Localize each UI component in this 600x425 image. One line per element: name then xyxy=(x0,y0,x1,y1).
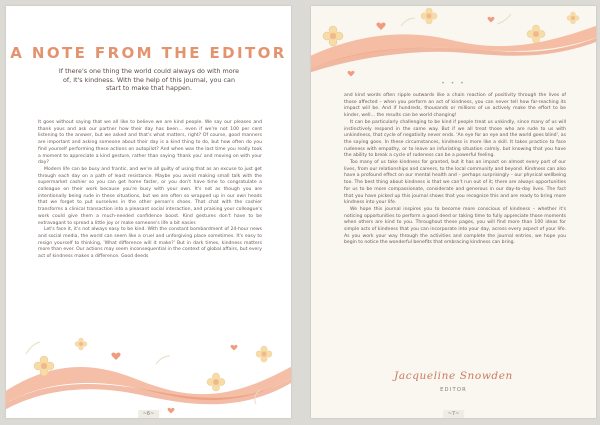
right-paragraph-3: Too many of us take kindness for granted, but it has an impact on almost every part of our lives, from our relationships and careers, to the local community and beyond. Kindness can also have a profound effect on our mental health and – perhaps surprisingly – our physical wellbeing too. The best thing about kindness is that we can't run out of it; there are always opportunities for us to be more compassionate, considerate and generous in our day-to-day lives. The fact that you have picked up this journal shows that you recognize this and are ready to bring more kindness into your life. xyxy=(344,160,566,206)
left-page xyxy=(6,6,291,418)
page-title: A NOTE FROM THE EDITOR xyxy=(10,44,287,62)
right-body-text xyxy=(344,93,566,247)
separator-dots: • • • xyxy=(441,80,466,87)
left-body-text xyxy=(38,120,262,261)
top-floral-ribbon xyxy=(311,6,596,76)
right-paragraph-2: It can be particularly challenging to be kind if people treat us unkindly, since many of us will instinctively respond in the same way. But if we all treat those who are rude to us with unkindness, that cycle of negativity never ends. 'An eye for an eye and the world goes blind', as the saying goes. In these circumstances, kindness is more like a skill. It takes practice to face rudeness with empathy, or to leave an infuriating situation calmly, but knowing that you have the ability to break a cycle of rudeness can be a powerful feeling. xyxy=(344,119,566,159)
editor-role: EDITOR xyxy=(440,387,467,393)
page-number: ~7~ xyxy=(443,410,465,418)
bottom-floral-ribbon xyxy=(6,324,291,418)
ribbon-band xyxy=(311,24,596,70)
right-paragraph-1: and kind words often ripple outwards like a chain reaction of positivity through the lives of those affected – when you perform an act of kindness, you can never tell how far-reaching its impact will be. And if hundreds, thousands or millions of us actively make the effort to be kinder, well… the results can be world changing! xyxy=(344,93,566,119)
left-paragraph-1: It goes without saying that we all like to believe we are kind people. We say our pleases and thank yous and ask our partner how their day has been… even if we're not 100 per cent listening to the answer, but we asked and that's what matters, right? Of course, good manners are important and asking someone about their day is a kind thing to do, but how often do you find yourself performing these actions on autopilot? And when was the last time you really took a moment to appreciate a kind gesture, rather than saying 'thank you' and moving on with your day? xyxy=(38,120,262,166)
editor-signature: Jacqueline Snowden xyxy=(394,370,513,382)
page-number: ~6~ xyxy=(138,410,160,418)
right-paragraph-4: We hope this journal inspires you to become more conscious of kindness – whether it's noticing opportunities to perform a good deed or taking time to fully appreciate those moments when others are kind to you. Throughout these pages, you will find more than 100 ideas for simple acts of kindness that you can incorporate into your day, across every aspect of your life. As you work your way through the activities and complete the journal entries, we hope you begin to notice the wonderful benefits that embracing kindness can bring. xyxy=(344,206,566,246)
right-page xyxy=(311,6,596,418)
intro-text: If there's one thing the world could always do with more of, it's kindness. With the help of this journal, you can start to make that happen. xyxy=(58,67,240,93)
left-paragraph-3: Let's face it, it's not always easy to be kind. With the constant bombardment of 24-hour news and social media, the world can seem like a cruel and unforgiving place sometimes. It's easy to resign yourself to thinking, 'What difference will it make?' But in dark times, kindness matters more than ever. Our actions may seem inconsequential in the context of global affairs, but every act of kindness makes a difference. Good deeds xyxy=(38,227,262,260)
left-paragraph-2: Modern life can be busy and frantic, and we're all guilty of using that as an excuse to just get through each day on a path of least resistance. Maybe you avoid making small talk with the supermarket cashier so you can get home faster, or you don't have time to congratulate a colleague on their work because you're busy with your own. It's not as though you are intentionally being rude in these situations, but we are often so wrapped up in our own heads that we forget to put ourselves in the other person's shoes. That chat with the cashier transforms a clinical transaction into a pleasant social interaction, and praising your colleague's work could give them a much-needed confidence boost. Kind gestures don't have to be extravagant to spread a little joy or make someone's life a bit easier. xyxy=(38,166,262,226)
leaf-icon xyxy=(401,14,511,26)
